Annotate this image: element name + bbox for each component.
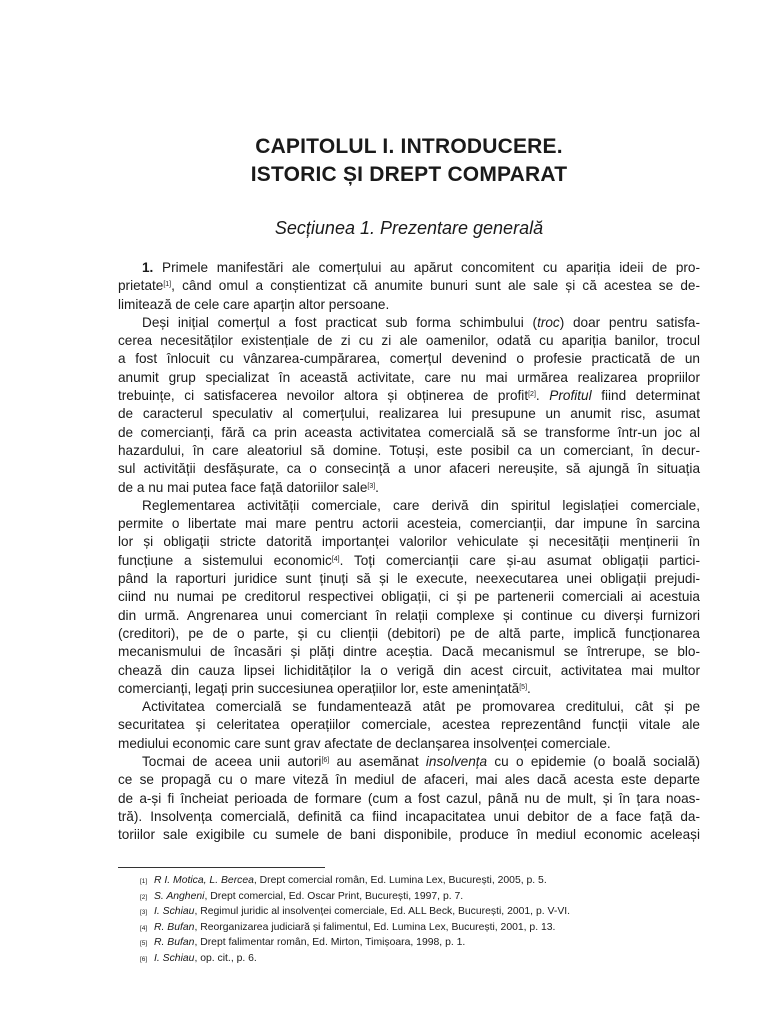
text-run: . [527,680,531,696]
text-run: (creditori), pe de o parte, și cu clienții (debitori) pe de altă parte, implică funcționarea [118,625,700,641]
text-run: R. Bufan [154,921,195,933]
text-line [118,625,700,643]
text-line [118,515,700,533]
text-run: S. Angheni [154,890,205,902]
footnote-ref[interactable]: [2] [528,391,536,399]
body-text [118,259,700,845]
text-run: cu o epidemie (o boală socială) [487,754,700,770]
text-run: securitatea și celeritatea operațiilor comerciale, acestea reprezentând funcții vitale ale [118,717,700,733]
text-run: tră). Insolvența comercială, definită ca fiind incapacitatea unui debitor de a face față da- [118,808,700,824]
footnote-ref[interactable]: [5] [519,683,528,691]
text-line [118,387,700,405]
text-line [118,808,700,826]
text-line [118,588,700,606]
text-line [118,826,700,844]
text-run: Primele manifestări ale comerțului au apărut concomitent cu apariția ideii de pro- [153,260,700,275]
text-line [118,460,700,478]
text-line [118,716,700,734]
text-line [118,662,700,680]
text-run: hazardului, în care aleatoriul să domine. Totuși, este posibil ca un comerciant, în decur- [118,442,700,458]
text-line [118,479,700,497]
text-line [118,735,700,753]
footnote [140,951,700,967]
text-line [118,533,700,551]
text-run: R. Bufan [154,937,195,948]
text-line [118,350,700,368]
text-run: Deși inițial comerțul a fost practicat sub forma schimbului ( [142,314,538,330]
text-run: au asemănat [329,754,426,770]
text-run: prietate [118,278,164,294]
text-line [118,424,700,442]
footnote-ref[interactable]: [6] [321,757,330,765]
text-line [118,277,700,295]
footnote [140,935,700,951]
text-run: permite o libertate mai mare pentru actorii acesteia, comercianții, dar impune în sarcina [118,516,700,532]
text-run: Reglementarea activității comerciale, care derivă din spiritul legislației comerciale, [142,497,700,513]
footnote-separator [118,867,325,868]
text-run: 1. [142,260,154,275]
text-line [118,790,700,808]
text-run: anumit grup specializat în această activitate, care nu mai urmărea realizarea propriilor [118,369,700,385]
text-run: R I. Motica, L. Bercea [154,875,254,886]
text-run: lor și obligații stricte datorită importanței valorilor vehiculate și necesității menținerii în [118,534,700,550]
text-run: toriilor sale exigibile cu sumele de bani disponibile, produce în mediul economic aceleași [118,827,700,843]
footnote-ref[interactable]: [1] [163,281,172,289]
text-run: trebuințe, ci satisfacerea nevoilor altora și obținerea de profit [118,388,529,404]
chapter-title-line-1: CAPITOLUL I. INTRODUCERE. [255,135,563,158]
text-run: cerea necesităților existențiale de zi cu zi ale oamenilor, odată cu apariția banilor, trocul [118,333,700,349]
text-run: Activitatea comercială se fundamentează atât pe promovarea creditului, cât și pe [142,699,700,715]
footnote-number: [2] [140,893,148,901]
footnote [140,920,700,936]
text-line [118,259,700,277]
text-line [118,369,700,387]
text-run: mediului economic care sunt grav afectate de declanșarea insolvenței comerciale. [118,735,611,751]
chapter-title-line-2: ISTORIC ȘI DREPT COMPARAT [250,163,568,186]
text-line [118,680,700,698]
section-title: Secțiunea 1. Prezentare generală [274,218,544,238]
text-run: pând la raporturi juridice sunt ținuți să și le execute, neexecutarea unei obligații prejudi- [118,571,700,587]
text-run: , Drept comercial, Ed. Oscar Print, București, 1997, p. 7. [204,890,464,902]
text-run: comercianți, legați prin succesiunea operațiilor lor, este amenințată [118,680,520,696]
footnotes [140,873,700,966]
text-line [118,497,700,515]
text-run: mecanismului de încasări și plăți dintre aceștia. Dacă mecanismul se întrerupe, se blo- [118,644,700,660]
footnote-number: [4] [140,924,148,932]
text-line [118,698,700,716]
text-line [118,405,700,423]
text-run: . [375,479,379,495]
text-line [118,442,700,460]
text-run: ce se propagă cu o mare viteză în mediul de afaceri, mai ales dacă acesta este departe [118,772,700,788]
text-line [118,607,700,625]
text-run: ciind nu numai pe creditorul respectivei obligații, ci și pe partenerii comerciali ai acestuia [118,589,700,605]
footnote-ref[interactable]: [4] [331,555,340,563]
footnote [140,873,700,889]
text-run: , Drept comercial român, Ed. Lumina Lex, București, 2005, p. 5. [253,875,547,886]
text-run: fiind determinat [591,388,700,404]
text-run: de comercianți, fără ca prin aceasta activitatea comercială să se transforme într-un joc al [118,424,700,440]
text-run: , Reorganizarea judiciară și falimentul, Ed. Lumina Lex, București, 2001, p. 13. [194,921,556,933]
text-line [118,332,700,350]
text-line [118,552,700,570]
footnote-number: [5] [140,940,148,947]
text-line [118,643,700,661]
text-run: troc [537,314,560,330]
text-run: , op. cit., p. 6. [194,952,257,964]
text-run: . [535,388,550,404]
text-run: de a nu mai putea face față datoriilor sale [118,479,368,495]
text-run: a fost înlocuit cu vânzarea-cumpărarea, comerțul devenind o profesie practicată de un [118,351,700,367]
text-run: Tocmai de aceea unii autori [142,754,322,770]
text-line [118,570,700,588]
text-run: , când omul a conștientizat că anumite bunuri sunt ale sale și că acestea se de- [171,278,700,294]
text-run: insolvența [425,754,488,770]
text-run: ) doar pentru satisfa- [559,314,700,330]
footnote [140,889,700,905]
footnote-number: [1] [140,878,148,885]
text-run: de caracterul speculativ al comerțului, realizarea lui presupune un anumit risc, asumat [118,406,700,422]
text-run: de a-și fi încheiat perioada de formare (cum a fost cazul, până nu de mult, și în țara noas- [118,790,700,806]
text-run: chează din cauza lipsei lichidităților la o verigă din acest circuit, activitatea mai multor [118,662,700,678]
text-line [118,296,700,314]
text-run: din urmă. Angrenarea unui comerciant în relații complexe și continue cu diverși furnizori [118,607,700,623]
text-run: limitează de cele care aparțin altor persoane. [118,296,390,312]
text-run: Profitul [549,388,592,404]
text-run: , Regimul juridic al insolvenței comerciale, Ed. ALL Beck, București, 2001, p. V-VI. [194,906,571,917]
text-run: I. Schiau [154,906,195,917]
text-run: . Toți comercianții care și-au asumat obligații partici- [339,552,700,568]
text-run: funcțiune a sistemului economic [118,552,332,568]
text-line [118,753,700,771]
text-run: sul activității desfășurate, ca o consecință a unor afaceri nereușite, să ajungă în situația [118,461,700,477]
footnote [140,904,700,920]
text-line [118,771,700,789]
chapter-title [118,133,700,189]
footnote-number: [3] [140,909,148,916]
text-run: I. Schiau [154,952,195,964]
text-run: , Drept falimentar român, Ed. Mirton, Timișoara, 1998, p. 1. [194,937,466,948]
footnote-number: [6] [140,955,148,963]
text-line [118,314,700,332]
footnote-ref[interactable]: [3] [367,482,376,490]
